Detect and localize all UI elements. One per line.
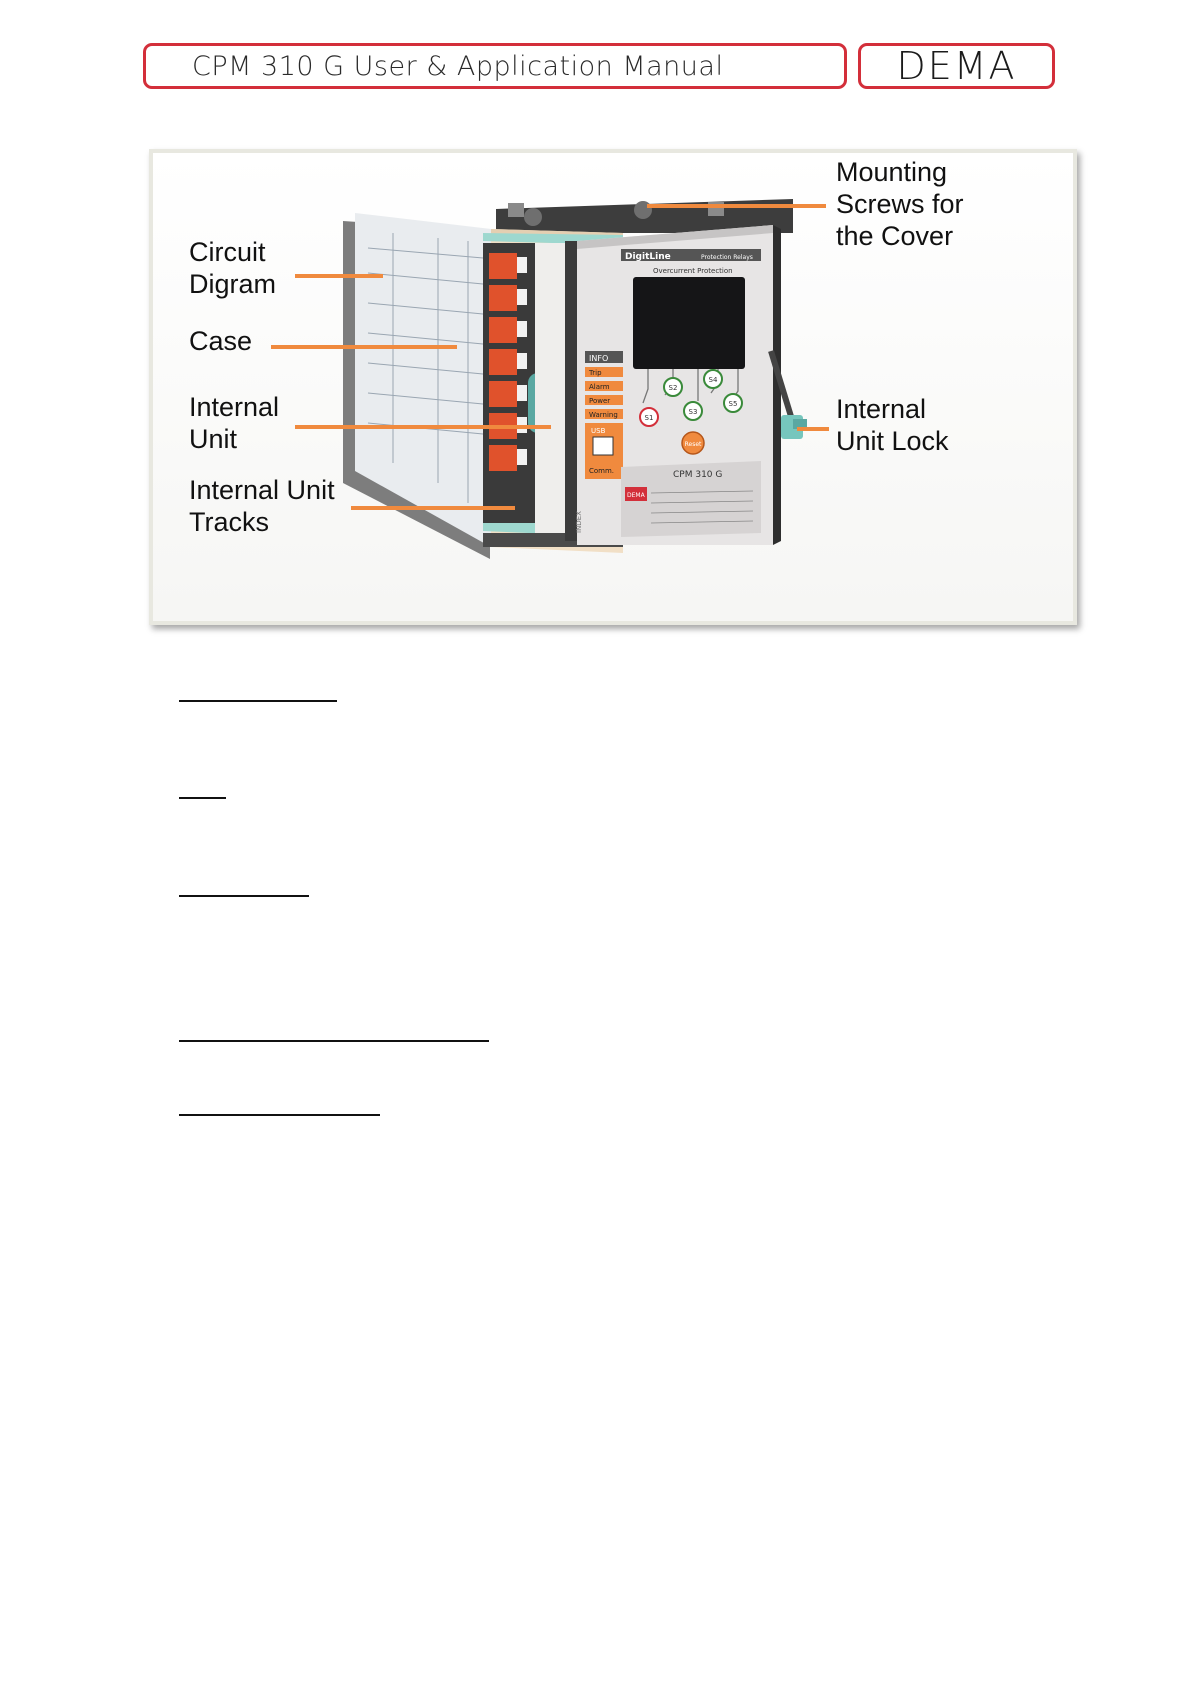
svg-text:DigitLine: DigitLine xyxy=(625,252,671,262)
svg-text:CPM 310 G: CPM 310 G xyxy=(673,470,723,480)
manual-title: CPM 310 G User & Application Manual xyxy=(192,50,724,82)
section-heading-rule-5 xyxy=(179,1114,380,1116)
manual-title-box xyxy=(143,43,847,89)
label-circuit-diagram: Circuit Digram xyxy=(189,237,277,299)
device-figure xyxy=(149,149,1077,625)
svg-text:Reset: Reset xyxy=(684,441,702,448)
section-heading-rule-2 xyxy=(179,797,226,799)
svg-text:INFO: INFO xyxy=(589,354,609,363)
svg-text:Overcurrent Protection: Overcurrent Protection xyxy=(653,267,733,275)
svg-text:Alarm: Alarm xyxy=(589,383,610,391)
internal-unit-body xyxy=(483,241,577,541)
svg-text:Comm.: Comm. xyxy=(589,467,615,475)
svg-text:Trip: Trip xyxy=(589,369,602,377)
svg-text:S5: S5 xyxy=(728,400,738,408)
svg-text:S1: S1 xyxy=(644,414,654,422)
label-internal-unit-tracks: Internal Unit Tracks xyxy=(189,475,335,537)
label-case: Case xyxy=(189,326,253,356)
svg-text:Protection Relays: Protection Relays xyxy=(701,254,753,261)
svg-text:S2: S2 xyxy=(668,384,678,392)
label-mounting-screws: Mounting Screws for the Cover xyxy=(836,157,964,251)
label-internal-unit: Internal Unit xyxy=(189,392,280,454)
brand-logo-box xyxy=(858,43,1055,89)
mounting-screw-left xyxy=(524,208,542,226)
section-heading-rule-3 xyxy=(179,895,309,897)
label-internal-unit-lock: Internal Unit Lock xyxy=(836,394,949,456)
section-heading-rule-4 xyxy=(179,1040,489,1042)
svg-text:S4: S4 xyxy=(708,376,718,384)
section-heading-rule-1 xyxy=(179,700,337,702)
svg-text:Power: Power xyxy=(589,397,611,405)
front-panel xyxy=(575,225,781,545)
svg-text:USB: USB xyxy=(591,427,606,435)
brand-logo: DEMA xyxy=(896,44,1017,88)
svg-text:INDEX: INDEX xyxy=(575,511,583,533)
svg-text:Warning: Warning xyxy=(589,411,618,419)
mounting-screw-right xyxy=(634,201,652,219)
lcd-screen xyxy=(633,277,745,369)
svg-text:DEMA: DEMA xyxy=(627,492,645,499)
svg-text:S3: S3 xyxy=(688,408,698,416)
page-header xyxy=(143,43,1055,89)
